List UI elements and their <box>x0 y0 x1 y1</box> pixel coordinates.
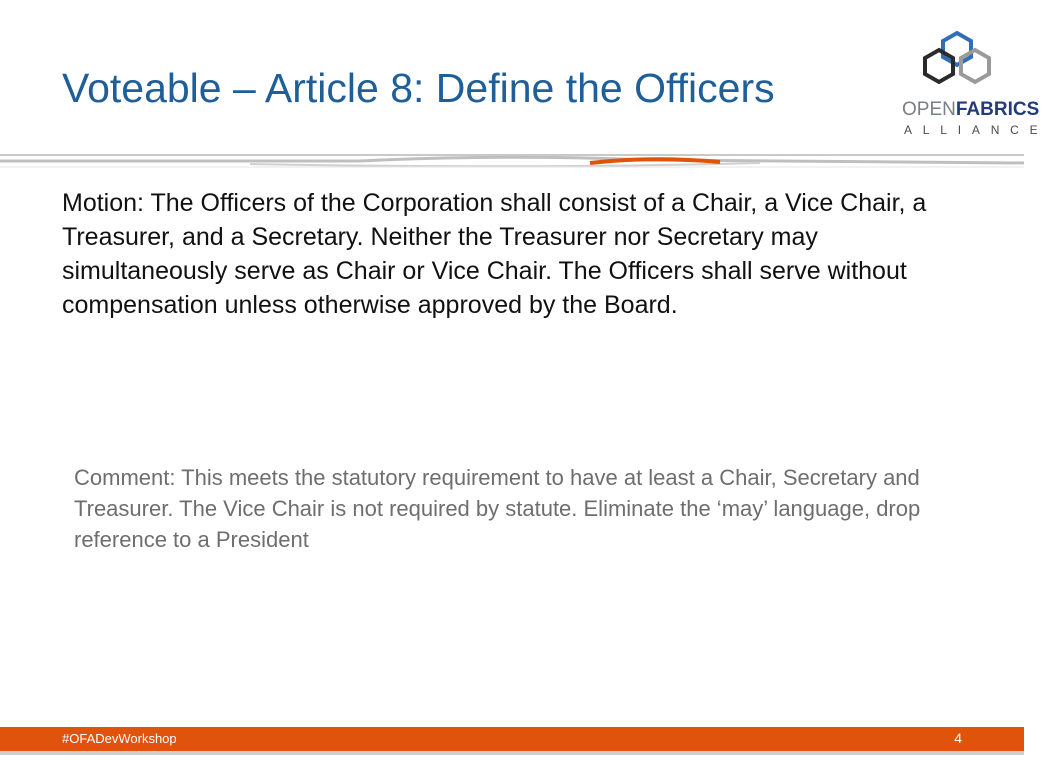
slide-title: Voteable – Article 8: Define the Officers <box>62 65 775 111</box>
logo-wordmark <box>902 100 1039 119</box>
motion-text: Motion: The Officers of the Corporation shall consist of a Chair, a Vice Chair, a Treasurer, and a Secretary. Neither the Treasurer nor Secretary may simultaneously serve as Chair or Vice Chair. The Officers shall serve without compensation unless otherwise approved by the Board. <box>62 189 927 319</box>
comment-text: Comment: This meets the statutory requirement to have at least a Chair, Secretary and Treasurer. The Vice Chair is not required by statute. Eliminate the ‘may’ language, drop reference to a President <box>74 465 921 552</box>
page-number: 4 <box>954 730 962 746</box>
footer-hashtag: #OFADevWorkshop <box>62 731 177 746</box>
logo-word-fabrics: FABRICS <box>955 99 1040 120</box>
logo-word-alliance: ALLIANCE <box>904 123 1048 137</box>
openfabrics-logo <box>898 30 1048 138</box>
title-divider <box>0 152 1024 170</box>
footer-bar <box>0 727 1024 751</box>
hexagon-cluster-icon <box>914 30 1000 98</box>
footer-underline <box>0 751 1024 755</box>
logo-word-open: OPEN <box>902 99 956 120</box>
